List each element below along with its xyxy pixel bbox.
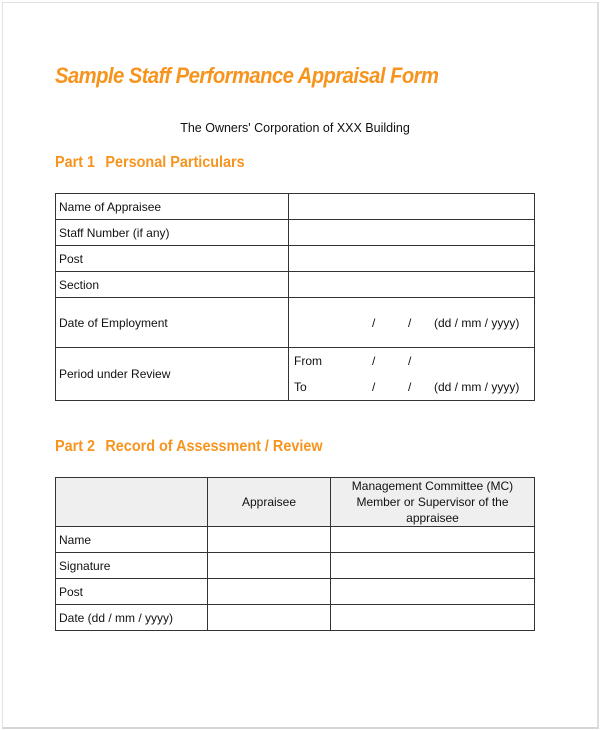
post-field[interactable]: [289, 246, 535, 272]
row-label: Name: [56, 527, 208, 553]
part1-number: Part 1: [55, 154, 96, 171]
table-row: [56, 246, 535, 272]
row-label: Signature: [56, 553, 208, 579]
part2-number: Part 2: [55, 438, 96, 455]
period-from-line[interactable]: [292, 348, 531, 374]
date-separator: /: [408, 354, 412, 368]
table-header-row: [56, 478, 535, 527]
date-separator: /: [372, 315, 376, 330]
assessment-record-table: [55, 477, 535, 631]
table-row: [56, 348, 535, 401]
date-separator: /: [372, 354, 376, 368]
field-label: Date of Employment: [56, 298, 289, 348]
table-row: [56, 553, 535, 579]
date-separator: /: [408, 315, 412, 330]
table-row: [56, 527, 535, 553]
to-label: To: [294, 380, 307, 394]
column-header-supervisor: Management Committee (MC) Member or Supervisor of the appraisee: [331, 478, 535, 527]
column-header-appraisee: Appraisee: [208, 478, 331, 527]
period-to-line[interactable]: [292, 374, 531, 400]
table-row: [56, 272, 535, 298]
date-of-employment-field[interactable]: [289, 298, 535, 348]
field-label: Post: [56, 246, 289, 272]
column-header-blank: [56, 478, 208, 527]
date-format-hint: (dd / mm / yyyy): [434, 315, 520, 330]
field-label: Section: [56, 272, 289, 298]
date-separator: /: [372, 380, 376, 394]
table-row: [56, 298, 535, 348]
table-row: [56, 220, 535, 246]
document-page: [2, 2, 599, 729]
date-format-hint: (dd / mm / yyyy): [434, 380, 520, 394]
document-title: Sample Staff Performance Appraisal Form: [55, 63, 439, 88]
part2-heading: [55, 438, 323, 456]
personal-particulars-table: [55, 193, 535, 401]
supervisor-date-field[interactable]: [331, 605, 535, 631]
from-label: From: [294, 354, 322, 368]
row-label: Date (dd / mm / yyyy): [56, 605, 208, 631]
row-label: Post: [56, 579, 208, 605]
document-subtitle: The Owners' Corporation of XXX Building: [180, 121, 410, 135]
table-row: [56, 605, 535, 631]
field-label: Name of Appraisee: [56, 194, 289, 220]
appraisee-signature-field[interactable]: [208, 553, 331, 579]
part1-heading: [55, 154, 245, 172]
appraisee-post-field[interactable]: [208, 579, 331, 605]
supervisor-signature-field[interactable]: [331, 553, 535, 579]
part1-title: Personal Particulars: [105, 154, 245, 171]
staff-number-field[interactable]: [289, 220, 535, 246]
appraisee-date-field[interactable]: [208, 605, 331, 631]
section-field[interactable]: [289, 272, 535, 298]
date-separator: /: [408, 380, 412, 394]
field-label: Staff Number (if any): [56, 220, 289, 246]
name-of-appraisee-field[interactable]: [289, 194, 535, 220]
supervisor-name-field[interactable]: [331, 527, 535, 553]
table-row: [56, 579, 535, 605]
field-label: Period under Review: [56, 348, 289, 401]
table-row: [56, 194, 535, 220]
period-under-review-field[interactable]: [289, 348, 535, 401]
appraisee-name-field[interactable]: [208, 527, 331, 553]
supervisor-post-field[interactable]: [331, 579, 535, 605]
part2-title: Record of Assessment / Review: [105, 438, 323, 455]
